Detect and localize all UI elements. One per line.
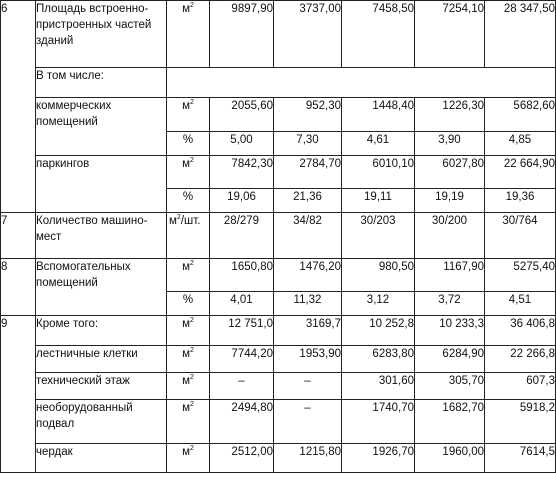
value-cell: 1953,90 [274, 346, 342, 373]
value-cell: 3,72 [415, 292, 485, 316]
unit-cell: $м^2$ [167, 373, 210, 400]
value-cell: 4,61 [342, 132, 415, 156]
value-cell: 1926,70 [342, 444, 415, 473]
value-cell: 5,00 [210, 132, 274, 156]
value-cell: 28/279 [210, 213, 274, 259]
value-cell: 6283,80 [342, 346, 415, 373]
value-cell: 4,01 [210, 292, 274, 316]
value-cell: 607,3 [485, 373, 556, 400]
value-cell: 7614,5 [485, 444, 556, 473]
unit-cell: $м^2$ [167, 346, 210, 373]
empty-cell [167, 68, 556, 98]
value-cell: 1682,70 [415, 400, 485, 444]
value-cell: 19,36 [485, 189, 556, 213]
value-cell: 34/82 [274, 213, 342, 259]
row-description: коммерческих помещений [36, 98, 167, 156]
value-cell: – [274, 400, 342, 444]
row-number: 9 [1, 316, 36, 473]
value-cell: 19,11 [342, 189, 415, 213]
value-cell: 30/203 [342, 213, 415, 259]
row-description: необорудованный подвал [36, 400, 167, 444]
value-cell: 5682,60 [485, 98, 556, 132]
row-description: В том числе: [36, 68, 167, 98]
value-cell: 4,51 [485, 292, 556, 316]
value-cell: 6010,10 [342, 156, 415, 189]
table-row [1, 1, 556, 68]
table-row [1, 259, 556, 292]
value-cell: 5918,2 [485, 400, 556, 444]
value-cell: 12 751,0 [210, 316, 274, 346]
unit-cell: $м^2$ [167, 444, 210, 473]
value-cell: 6027,80 [415, 156, 485, 189]
row-description: технический этаж [36, 373, 167, 400]
value-cell: 952,30 [274, 98, 342, 132]
unit-cell: $м^2$ [167, 98, 210, 132]
value-cell: 9897,90 [210, 1, 274, 68]
unit-cell: $м^2$ [167, 400, 210, 444]
value-cell: 3169,7 [274, 316, 342, 346]
row-description: Количество машино-мест [36, 213, 167, 259]
value-cell: 19,19 [415, 189, 485, 213]
unit-cell: $м^2$ [167, 1, 210, 68]
value-cell: 5275,40 [485, 259, 556, 292]
value-cell: 1215,80 [274, 444, 342, 473]
value-cell: 10 233,3 [415, 316, 485, 346]
unit-cell: $м^2$ [167, 259, 210, 292]
unit-cell: % [167, 132, 210, 156]
value-cell: 2494,80 [210, 400, 274, 444]
value-cell: 7744,20 [210, 346, 274, 373]
value-cell: 301,60 [342, 373, 415, 400]
value-cell: 7842,30 [210, 156, 274, 189]
row-number: 7 [1, 213, 36, 259]
value-cell: 11,32 [274, 292, 342, 316]
value-cell: 30/200 [415, 213, 485, 259]
row-number: 6 [1, 1, 36, 213]
value-cell: 7458,50 [342, 1, 415, 68]
value-cell: 1960,00 [415, 444, 485, 473]
unit-cell: $м^2$ [167, 156, 210, 189]
value-cell: 3,12 [342, 292, 415, 316]
value-cell: 1167,90 [415, 259, 485, 292]
table-row [1, 373, 556, 400]
row-description: Кроме того: [36, 316, 167, 346]
value-cell: – [274, 373, 342, 400]
value-cell: 1476,20 [274, 259, 342, 292]
value-cell: 2784,70 [274, 156, 342, 189]
value-cell: 3737,00 [274, 1, 342, 68]
value-cell: 1740,70 [342, 400, 415, 444]
value-cell: – [210, 373, 274, 400]
row-description: Площадь встроенно-пристроенных частей зданий [36, 1, 167, 68]
unit-cell: % [167, 292, 210, 316]
table-row [1, 156, 556, 189]
value-cell: 22 266,8 [485, 346, 556, 373]
value-cell: 1448,40 [342, 98, 415, 132]
value-cell: 22 664,90 [485, 156, 556, 189]
value-cell: 28 347,50 [485, 1, 556, 68]
value-cell: 36 406,8 [485, 316, 556, 346]
unit-cell: % [167, 189, 210, 213]
value-cell: 19,06 [210, 189, 274, 213]
value-cell: 3,90 [415, 132, 485, 156]
unit-cell: $м^2$ [167, 316, 210, 346]
unit-cell: $м^2/шт$. [167, 213, 210, 259]
row-description: чердак [36, 444, 167, 473]
row-description: лестничные клетки [36, 346, 167, 373]
table-row [1, 68, 556, 98]
value-cell: 6284,90 [415, 346, 485, 373]
value-cell: 30/764 [485, 213, 556, 259]
value-cell: 2512,00 [210, 444, 274, 473]
row-number: 8 [1, 259, 36, 316]
table-row [1, 98, 556, 132]
value-cell: 1226,30 [415, 98, 485, 132]
value-cell: 7254,10 [415, 1, 485, 68]
table-row [1, 444, 556, 473]
value-cell: 10 252,8 [342, 316, 415, 346]
value-cell: 1650,80 [210, 259, 274, 292]
row-description: Вспомогательных помещений [36, 259, 167, 316]
value-cell: 2055,60 [210, 98, 274, 132]
table-row [1, 213, 556, 259]
table-row [1, 346, 556, 373]
row-description: паркингов [36, 156, 167, 213]
table-row [1, 400, 556, 444]
value-cell: 305,70 [415, 373, 485, 400]
table-row [1, 316, 556, 346]
value-cell: 980,50 [342, 259, 415, 292]
value-cell: 7,30 [274, 132, 342, 156]
value-cell: 21,36 [274, 189, 342, 213]
value-cell: 4,85 [485, 132, 556, 156]
